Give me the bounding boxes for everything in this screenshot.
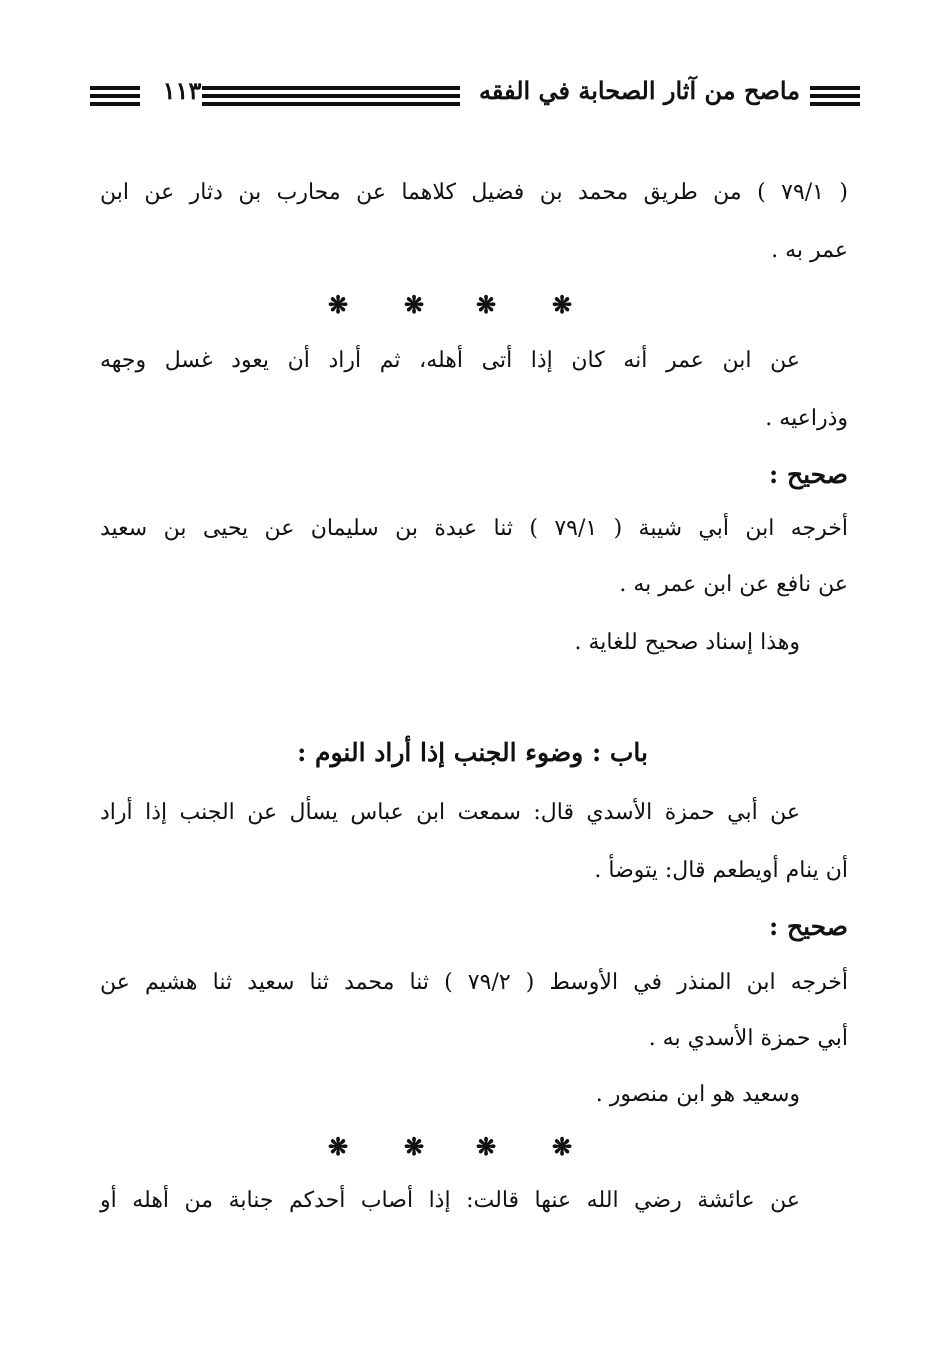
section-label: صحيح : — [769, 460, 848, 489]
paragraph-line: وذراعيه . — [765, 406, 848, 431]
star-icon: ❋ — [404, 1132, 425, 1161]
header-rule-middle — [202, 94, 460, 98]
paragraph-line: وهذا إسناد صحيح للغاية . — [574, 630, 800, 655]
paragraph-line: أن ينام أويطعم قال: يتوضأ . — [594, 858, 848, 883]
paragraph-line: وسعيد هو ابن منصور . — [595, 1082, 800, 1107]
header-rule-right — [810, 102, 860, 106]
star-icon: ❋ — [328, 290, 349, 319]
paragraph-line: عمر به . — [771, 238, 848, 263]
ornament-divider — [0, 290, 948, 320]
running-header — [90, 72, 860, 116]
paragraph-line: عن ابن عمر أنه كان إذا أتى أهله، ثم أراد أن يعود غسل وجهه — [100, 348, 800, 373]
paragraph-line: ( ٧٩/١ ) من طريق محمد بن فضيل كلاهما عن محارب بن دثار عن ابن — [100, 180, 849, 205]
header-rule-left — [90, 94, 140, 98]
section-label: صحيح : — [769, 912, 848, 941]
header-rule-left — [90, 102, 140, 106]
page-number: ١١٣ — [162, 76, 202, 105]
star-icon: ❋ — [476, 1132, 497, 1161]
paragraph-line: أخرجه ابن المنذر في الأوسط ( ٧٩/٢ ) ثنا محمد ثنا سعيد ثنا هشيم عن — [100, 970, 848, 995]
star-icon: ❋ — [552, 290, 573, 319]
paragraph-line: عن عائشة رضي الله عنها قالت: إذا أصاب أحدكم جنابة من أهله أو — [100, 1188, 800, 1213]
ornament-divider — [0, 1132, 948, 1162]
star-icon: ❋ — [552, 1132, 573, 1161]
header-rule-right — [810, 94, 860, 98]
paragraph-line: أبي حمزة الأسدي به . — [648, 1026, 848, 1051]
paragraph-line: عن أبي حمزة الأسدي قال: سمعت ابن عباس يسأل عن الجنب إذا أراد — [100, 800, 800, 825]
header-rule-left — [90, 86, 140, 90]
chapter-heading: باب : وضوء الجنب إذا أراد النوم : — [297, 738, 648, 767]
star-icon: ❋ — [328, 1132, 349, 1161]
star-icon: ❋ — [476, 290, 497, 319]
paragraph-line: أخرجه ابن أبي شيبة ( ٧٩/١ ) ثنا عبدة بن سليمان عن يحيى بن سعيد — [100, 516, 848, 541]
header-rule-middle — [202, 102, 460, 106]
star-icon: ❋ — [404, 290, 425, 319]
header-title: ماصح من آثار الصحابة في الفقه — [479, 76, 800, 105]
header-rule-middle — [202, 86, 460, 90]
header-rule-right — [810, 86, 860, 90]
paragraph-line: عن نافع عن ابن عمر به . — [619, 572, 848, 597]
